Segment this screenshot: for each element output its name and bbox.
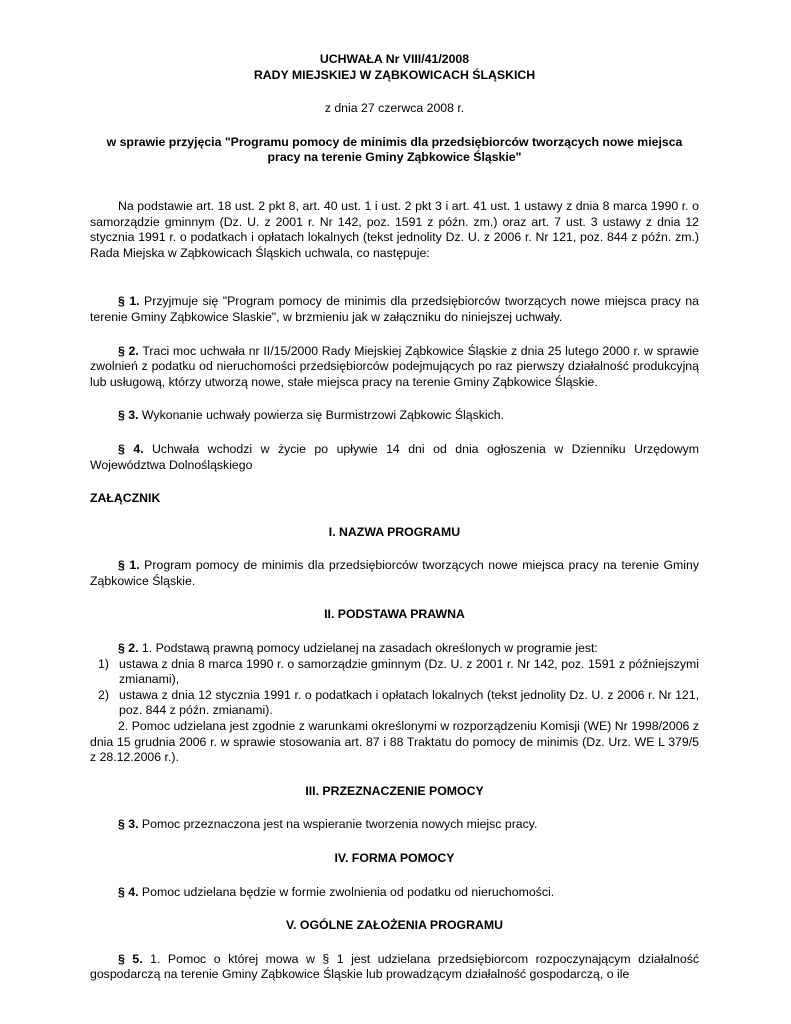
attachment-paragraph-1 bbox=[90, 558, 699, 589]
attachment-paragraph-2 bbox=[90, 641, 699, 657]
document-content bbox=[90, 52, 699, 983]
section-title-4: IV. FORMA POMOCY bbox=[334, 851, 455, 865]
paragraph-number: § 1. bbox=[118, 558, 140, 573]
paragraph-text: Pomoc udzielana będzie w formie zwolnienia od podatku od nieruchomości. bbox=[138, 884, 555, 899]
section-title-1: I. NAZWA PROGRAMU bbox=[328, 524, 461, 539]
attachment-label: ZAŁĄCZNIK bbox=[90, 491, 161, 506]
list-item-text: ustawa z dnia 12 stycznia 1991 r. o podatkach i opłatach lokalnych (tekst jednolity Dz. U. z 2006 r. Nr 121, poz. 844 z późn. zmianami). bbox=[119, 687, 699, 718]
paragraph-text: Pomoc przeznaczona jest na wspieranie tworzenia nowych miejsc pracy. bbox=[138, 817, 538, 832]
legal-basis-intro: Na podstawie art. 18 ust. 2 pkt 8, art. 40 ust. 1 i ust. 2 pkt 3 i art. 41 ust. 1 ustawy z dnia 8 marca 1990 r. o samorządzie gminnym (Dz. U. z 2001 r. Nr 142, poz. 1591 z późn. zm.) oraz art. 7 ust. 3 ustawy z dnia 12 stycznia 1991 r. o podatkach i opłatach lokalnych (tekst jednolity Dz. U. z 2006 r. Nr 121, poz. 844 z późn. zm.) Rada Miejska w Ząbkowicach Śląskich uchwala, co następuje: bbox=[90, 198, 699, 260]
paragraph-2 bbox=[90, 344, 699, 391]
attachment-paragraph-5 bbox=[90, 952, 699, 983]
paragraph-text: Program pomocy de minimis dla przedsiębiorców tworzących nowe miejsca pracy na terenie Gminy Ząbkowice Śląskie. bbox=[90, 558, 699, 588]
paragraph-number: § 4. bbox=[118, 884, 139, 899]
paragraph-3 bbox=[90, 408, 699, 424]
section-title-5: V. OGÓLNE ZAŁOŻENIA PROGRAMU bbox=[285, 918, 504, 933]
attachment-paragraph-4 bbox=[90, 885, 699, 901]
paragraph-text: Wykonanie uchwały powierza się Burmistrzowi Ząbkowic Śląskich. bbox=[138, 408, 505, 423]
paragraph-number: § 3. bbox=[118, 817, 139, 832]
section-title-3: III. PRZEZNACZENIE POMOCY bbox=[305, 783, 484, 798]
resolution-subject: w sprawie przyjęcia "Programu pomocy de minimis dla przedsiębiorców tworzących nowe miejsca pracy na terenie Gminy Ząbkowice Śląskie" bbox=[106, 134, 683, 165]
paragraph-text: 1. Podstawą prawną pomocy udzielanej na zasadach określonych w programie jest: bbox=[138, 641, 598, 656]
section-title-2: II. PODSTAWA PRAWNA bbox=[324, 607, 465, 622]
attachment-paragraph-3 bbox=[90, 817, 699, 833]
paragraph-number: § 2. bbox=[118, 641, 139, 656]
paragraph-4 bbox=[90, 442, 699, 473]
resolution-number: UCHWAŁA Nr VIII/41/2008 bbox=[319, 52, 470, 66]
paragraph-text: Przyjmuje się "Program pomocy de minimis dla przedsiębiorców tworzących nowe miejsca pracy na terenie Gminy Ząbkowice Slaskie", w brzmieniu jak w załączniku do niniejszej uchwały. bbox=[90, 294, 699, 324]
paragraph-text: Traci moc uchwała nr II/15/2000 Rady Miejskiej Ząbkowice Śląskie z dnia 25 lutego 2000 r. w sprawie zwolnień z podatku od nieruchomości przedsiębiorców podejmujących po raz pierwszy działalność produkcyjną lub usługową, którzy utworzą nowe, stałe miejsca pracy na terenie Gminy Ząbkowice Śląskie. bbox=[90, 343, 700, 389]
list-item-number: 2) bbox=[98, 687, 109, 702]
paragraph-number: § 1. bbox=[118, 294, 140, 309]
paragraph-text: Uchwała wchodzi w życie po upływie 14 dni od dnia ogłoszenia w Dzienniku Urzędowym Województwa Dolnośląskiego bbox=[90, 441, 699, 472]
list-item bbox=[90, 688, 699, 719]
legal-basis-list bbox=[90, 657, 699, 719]
paragraph-number: § 5. bbox=[118, 951, 143, 966]
paragraph-text: 1. Pomoc o której mowa w § 1 jest udzielana przedsiębiorcom rozpoczynającym działalność gospodarczą na terenie Gminy Ząbkowice Śląskie lub prowadzącym działalność gospodarczą, o ile bbox=[90, 951, 699, 982]
list-item bbox=[90, 657, 699, 688]
list-item-number: 1) bbox=[98, 656, 109, 671]
list-item-text: ustawa z dnia 8 marca 1990 r. o samorządzie gminnym (Dz. U. z 2001 r. Nr 142, poz. 1591 z późniejszymi zmianami), bbox=[119, 656, 699, 687]
resolution-date: z dnia 27 czerwca 2008 r. bbox=[324, 101, 465, 116]
paragraph-number: § 2. bbox=[118, 343, 139, 358]
council-name: RADY MIEJSKIEJ W ZĄBKOWICACH ŚLĄSKICH bbox=[253, 67, 536, 82]
paragraph-number: § 3. bbox=[118, 408, 139, 423]
paragraph-1 bbox=[90, 294, 699, 325]
attachment-point-2: 2. Pomoc udzielana jest zgodnie z warunkami określonymi w rozporządzeniu Komisji (WE) Nr 1998/2006 z dnia 15 grudnia 2006 r. w sprawie stosowania art. 87 i 88 Traktatu do pomocy de minimis (Dz. Urz. WE L 379/5 z 28.12.2006 r.). bbox=[90, 719, 699, 765]
paragraph-number: § 4. bbox=[118, 441, 144, 456]
